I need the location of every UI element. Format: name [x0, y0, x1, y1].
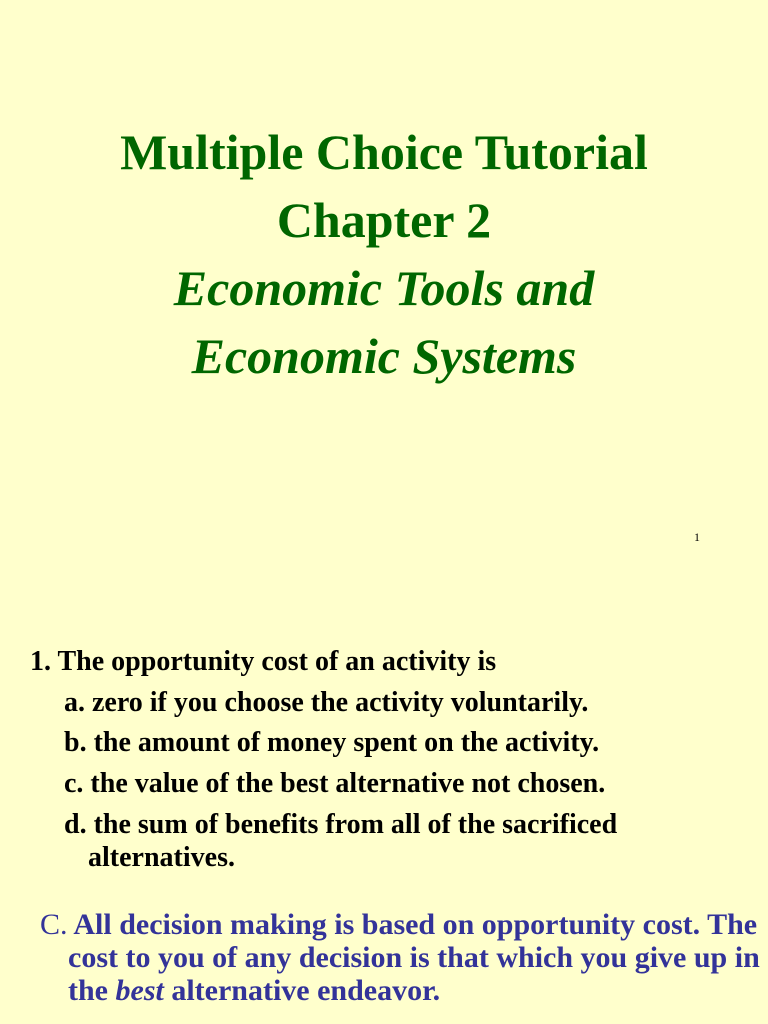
- answer-text-before: All decision making is based on opportunity cost. The cost to you of any decision is that which you give up in the: [68, 908, 760, 1007]
- title-line-1: Multiple Choice Tutorial: [120, 124, 648, 180]
- question-stem: 1. The opportunity cost of an activity is: [30, 646, 497, 677]
- subtitle-line-1: Economic Tools and: [173, 260, 595, 316]
- answer-emphasis: best: [115, 974, 164, 1007]
- page-number: 1: [694, 530, 700, 544]
- title-block: [0, 118, 768, 390]
- option-d: d. the sum of benefits from all of the sacrificed alternatives.: [64, 809, 618, 873]
- option-a: a. zero if you choose the activity voluntarily.: [64, 686, 589, 718]
- option-b: b. the amount of money spent on the activity.: [64, 727, 600, 758]
- question-block: [30, 642, 750, 874]
- answer-text-after: alternative endeavor.: [171, 974, 441, 1007]
- answer-explanation: [40, 908, 768, 1007]
- title-line-2: Chapter 2: [276, 192, 492, 248]
- slide-2: [0, 576, 768, 1024]
- answer-letter: C.: [40, 908, 68, 941]
- option-c: c. the value of the best alternative not chosen.: [64, 767, 606, 799]
- subtitle-line-2: Economic Systems: [191, 328, 577, 384]
